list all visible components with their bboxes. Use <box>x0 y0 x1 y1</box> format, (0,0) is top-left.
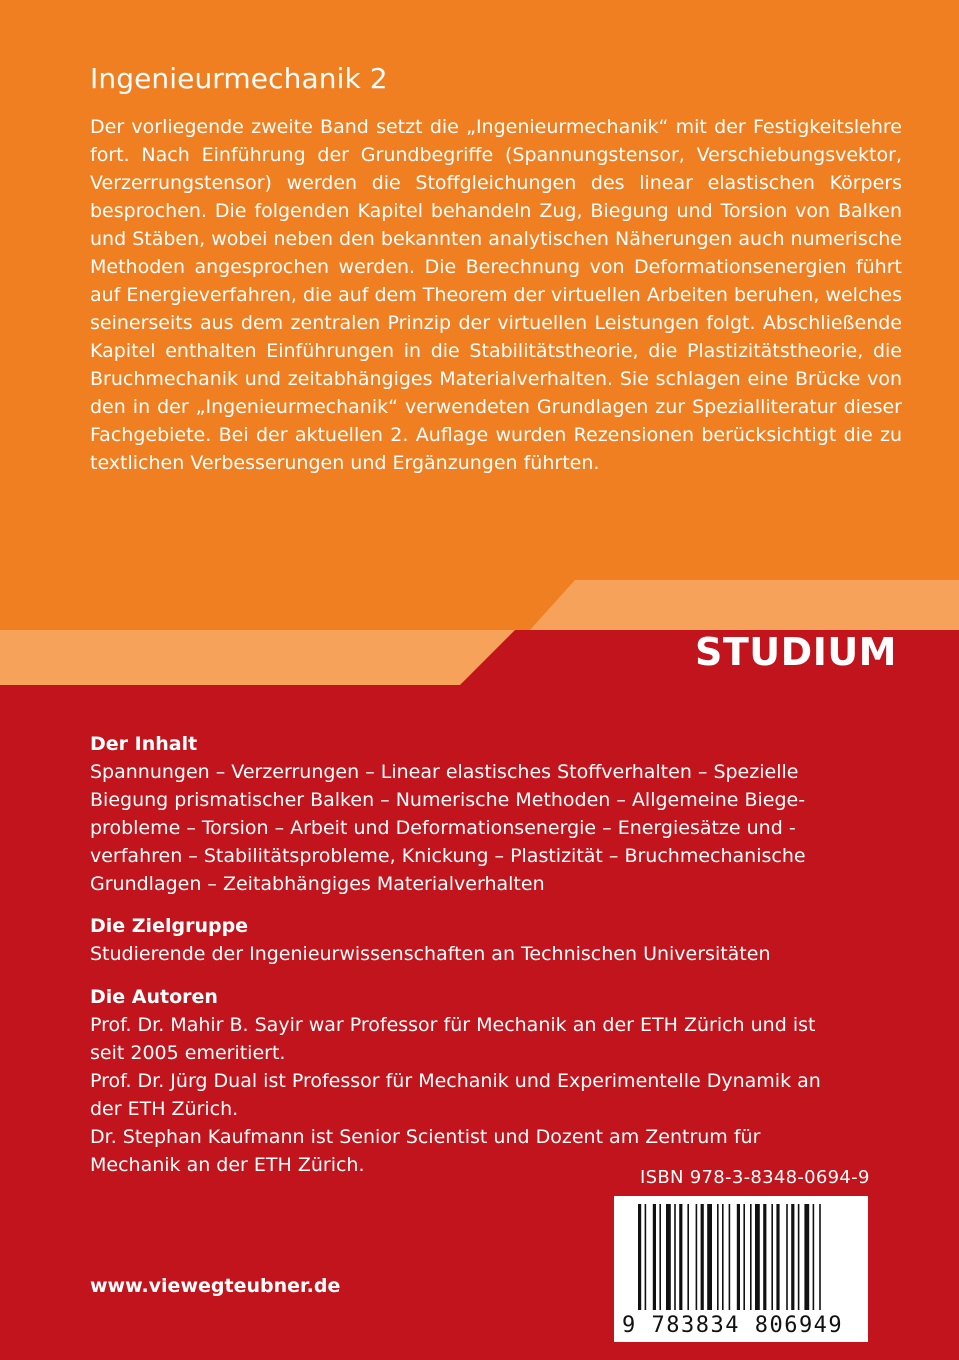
book-description: Der vorliegende zweite Band setzt die „Ingenieurmechanik“ mit der Festigkeitslehre fort. Nach Einführung der Grundbegriffe (Spannungstensor, Verschiebungsvektor, Verzerrungstensor) werden die Stoffgleichungen des linear elastischen Körpers besprochen. Die folgenden Kapitel behandeln Zug, Biegung und Torsion von Balken und Stäben, wobei neben den bekannten analytischen Näherungen auch numerische Methoden angesprochen werden. Die Berechnung von Deformationsenergien führt auf Energieverfahren, die auf dem Theorem der virtuellen Arbeiten beruhen, welches seinerseits aus dem zentralen Prinzip der virtuellen Leistungen folgt. Abschließende Kapitel enthalten Einführungen in die Stabilitätstheorie, die Plastizitätstheorie, die Bruchmechanik und zeitabhängiges Materialverhalten. Sie schlagen eine Brücke von den in der „Ingenieurmechanik“ verwendeten Grundlagen zur Spezialliteratur dieser Fachgebiete. Bei der aktuellen 2. Auflage wurden Rezensionen berücksichtigt die zu textlichen Verbesserungen und Ergänzungen führten. <box>90 116 902 474</box>
barcode-bar <box>717 1204 719 1310</box>
barcode-bar <box>750 1204 752 1310</box>
target-group-text: Studierende der Ingenieurwissenschaften an Technischen Universitäten <box>90 943 771 965</box>
publisher-url[interactable]: www.viewegteubner.de <box>90 1275 341 1297</box>
barcode-bar <box>743 1204 745 1310</box>
target-group-heading: Die Zielgruppe <box>90 915 249 937</box>
contents-text: Spannungen – Verzerrungen – Linear elastisches Stoffverhalten – Spezielle Biegung prismatischer Balken – Numerische Methoden – Allgemeine Biegeprobleme – Torsion – Arbeit und Deformationsenergie – Energiesätze und -verfahren – Stabilitätsprobleme, Knickung – Plastizität – Bruchmechanische Grundlagen – Zeitabhängiges Materialverhalten <box>90 761 806 895</box>
contents-section <box>90 730 850 898</box>
barcode-bar <box>819 1204 821 1310</box>
authors-heading: Die Autoren <box>90 986 218 1008</box>
barcode-bar <box>638 1204 641 1310</box>
barcode-bar <box>813 1204 815 1310</box>
barcode-bar <box>653 1204 656 1310</box>
author-kaufmann: Dr. Stephan Kaufmann ist Senior Scientist und Dozent am Zentrum für Mechanik an der ETH Zürich. <box>90 1126 761 1176</box>
barcode-bar <box>776 1204 779 1310</box>
barcode-bar <box>771 1204 773 1310</box>
barcode-bar <box>729 1204 731 1310</box>
barcode-bar <box>674 1204 676 1310</box>
barcode-bar <box>687 1204 689 1310</box>
studium-badge: STUDIUM <box>695 630 897 674</box>
barcode-bar <box>791 1204 794 1310</box>
barcode-bar <box>679 1204 682 1310</box>
authors-section <box>90 983 850 1179</box>
barcode-bar <box>696 1204 698 1310</box>
barcode-bar <box>659 1204 661 1310</box>
contents-heading: Der Inhalt <box>90 733 198 755</box>
barcode-bar <box>701 1204 704 1310</box>
barcode-bar <box>707 1204 712 1310</box>
barcode-bar <box>737 1204 740 1310</box>
barcode <box>614 1196 868 1342</box>
isbn-number: ISBN 978-3-8348-0694-9 <box>640 1167 870 1188</box>
book-title: Ingenieurmechanik 2 <box>90 62 388 95</box>
barcode-bar <box>645 1204 647 1310</box>
author-dual: Prof. Dr. Jürg Dual ist Professor für Mechanik und Experimentelle Dynamik an der ETH Zürich. <box>90 1070 821 1120</box>
barcode-bar <box>763 1204 766 1310</box>
barcode-bar <box>666 1204 671 1310</box>
barcode-bar <box>755 1204 760 1310</box>
author-sayir: Prof. Dr. Mahir B. Sayir war Professor für Mechanik an der ETH Zürich und ist seit 2005 emeritiert. <box>90 1014 816 1064</box>
target-group-section <box>90 912 850 968</box>
barcode-bar <box>804 1204 809 1310</box>
barcode-bar <box>798 1204 800 1310</box>
barcode-digits: 9 783834 806949 <box>622 1313 844 1338</box>
barcode-bar <box>722 1204 724 1310</box>
barcode-bar <box>786 1204 788 1310</box>
